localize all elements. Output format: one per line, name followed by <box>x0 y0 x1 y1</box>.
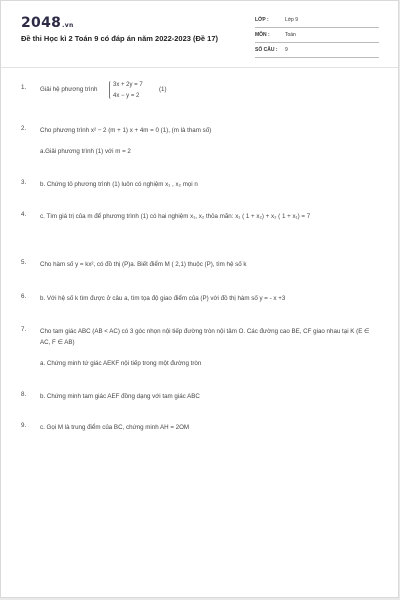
question-number: 1. <box>21 84 27 91</box>
system-tag: (1) <box>159 86 167 93</box>
question-number: 2. <box>21 125 27 132</box>
meta-row-class <box>255 14 379 28</box>
question-number: 4. <box>21 211 27 218</box>
question-text: b. Chứng tỏ phương trình (1) luôn có nghiệm x₁ , x₂ mọi n <box>40 181 198 188</box>
question-number: 5. <box>21 259 27 266</box>
question-text: c. Gọi M là trung điểm của BC, chứng minh AH = 2OM <box>40 424 190 431</box>
question-text: b. Với hệ số k tìm được ở câu a, tìm tọa độ giao điểm của (P) với đồ thị hàm số y = - x +3 <box>40 295 286 302</box>
question-number: 9. <box>21 422 27 429</box>
question-text: Cho phương trình x² − 2 (m + 1) x + 4m = 0 (1), (m là tham số) <box>40 127 212 134</box>
question-number: 6. <box>21 293 27 300</box>
question-number: 8. <box>21 391 27 398</box>
logo-main: 2048 <box>21 15 62 31</box>
page-title: Đề thi Học kì 2 Toán 9 có đáp án năm 2022-2023 (Đề 17) <box>21 34 219 43</box>
meta-value: Toán <box>285 32 296 38</box>
meta-row-count <box>255 44 379 58</box>
header-divider <box>1 67 398 68</box>
question-subtext: a.Giải phương trình (1) với m = 2 <box>40 148 131 155</box>
equation-line: 4x − y = 2 <box>113 93 140 99</box>
equation-line: 3x + 2y = 7 <box>113 82 143 88</box>
site-logo[interactable] <box>21 15 74 31</box>
question-text: Giải hệ phương trình <box>40 86 98 93</box>
meta-value: 9 <box>285 47 288 53</box>
question-text: Cho tam giác ABC (AB < AC) có 3 góc nhọn nội tiếp đường tròn nội tâm O. Các đường cao BE, CF giao nhau tại K (E ∈ AC, F ∈ AB) <box>40 328 370 346</box>
question-number: 7. <box>21 326 27 333</box>
meta-label: MÔN : <box>255 32 270 38</box>
question-subtext: a. Chứng minh tứ giác AEKF nội tiếp trong một đường tròn <box>40 360 202 367</box>
meta-label: SỐ CÂU : <box>255 47 278 53</box>
question-text: c. Tìm giá trị của m để phương trình (1) có hai nghiệm x₁, x₂ thỏa mãn: x₁ ( 1 + x₂) + x₂ ( 1 + x₁) = 7 <box>40 213 311 220</box>
meta-label: LỚP : <box>255 17 269 23</box>
meta-row-subject <box>255 29 379 43</box>
meta-value: Lớp 9 <box>285 17 299 23</box>
equation-system <box>113 80 143 102</box>
logo-suffix: .vn <box>62 22 74 29</box>
question-text: Cho hàm số y = kx², có đồ thị (P)a. Biết điểm M ( 2,1) thuộc (P), tìm hệ số k <box>40 261 247 268</box>
question-number: 3. <box>21 179 27 186</box>
question-text: b. Chứng minh tam giác AEF đồng dạng với tam giác ABC <box>40 393 200 400</box>
